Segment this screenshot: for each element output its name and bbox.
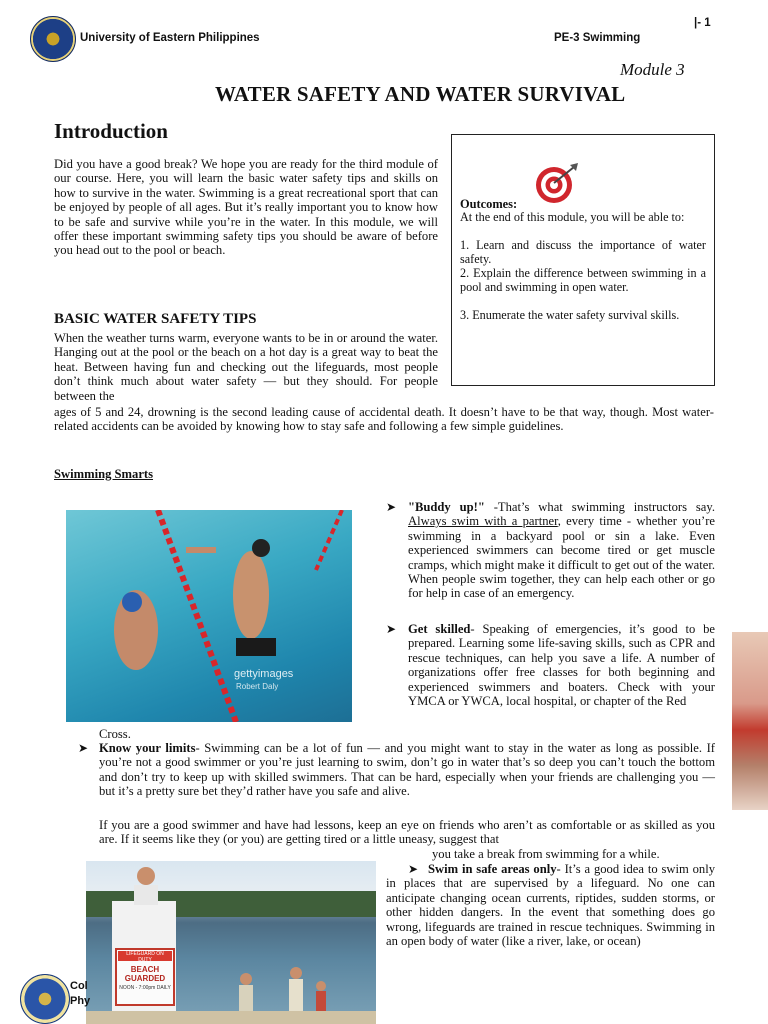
intro-paragraph: Did you have a good break? We hope you are ready for the third module of our course. Here, you will learn the basic water safety tips and skills on how to survive in the water. Swimming is a great recreational sport that can be enjoyed by people of all ages. But it’s really important you to know how to be safe and survive while you’re in the water. In this module, we will offer these important swimming safety tips you should be aware of before you head out to the pool or beach.	[54, 157, 438, 258]
header-page-number: |- 1	[694, 17, 711, 29]
outcomes-title: Outcomes:	[460, 197, 518, 211]
footer-college-seal-logo	[20, 974, 70, 1024]
bullet-arrow-icon: ➤	[408, 862, 419, 876]
outcomes-lead: At the end of this module, you will be able to:	[460, 210, 685, 224]
know-limits-followup-tail: you take a break from swimming for a while.	[432, 847, 660, 861]
safe-areas-paragraph	[386, 862, 715, 948]
target-icon	[530, 161, 582, 205]
header-course: PE-3 Swimming	[554, 32, 641, 44]
pool-photo-credit: Robert Daly	[236, 682, 279, 691]
know-limits-followup: If you are a good swimmer and have had lessons, keep an eye on friends who aren’t as comfortable or as skilled as you are. If it seems like they (or you) are getting tired or a little uneasy, suggest that	[99, 818, 715, 847]
outcomes-box	[451, 134, 715, 386]
partial-side-photo	[732, 632, 768, 810]
lifeguard-beach-photo	[86, 861, 376, 1024]
sign-hours-text: NOON - 7:00pm DAILY	[119, 985, 171, 991]
outcome-item-2: 2. Explain the difference between swimming in a pool and swimming in open water.	[460, 266, 706, 294]
safe-areas-text: - It’s a good idea to swim only in places that are supervised by a lifeguard. No one can anticipate changing ocean currents, riptides, sudden storms, or other hidden dangers. In the event that something does go wrong, lifeguards are trained in rescue techniques. Swimming in an open body of water (like a river, lake, or ocean)	[386, 862, 715, 949]
basics-paragraph-part1: When the weather turns warm, everyone wants to be in or around the water. Hanging out at the pool or the beach on a hot day is a great way to beat the heat. Between having fun and checking out the lifeguards, most people don’t think much about water safety — but they should. For people between the	[54, 331, 438, 403]
buddy-up-underlined: Always swim with a partner	[408, 514, 558, 529]
safe-areas-term: Swim in safe areas only	[428, 862, 557, 876]
get-skilled-text: - Speaking of emergencies, it’s good to be prepared. Learning some life-saving skills, such as CPR and rescue techniques, can help you save a life. A number of organizations offer free classes for both beginning and experienced swimmers and boaters. Check with your YMCA or YWCA, local hospital, or chapter of the Red	[408, 622, 715, 709]
outcome-item-1: 1. Learn and discuss the importance of water safety.	[460, 238, 706, 266]
footer-line-2: Phy	[70, 995, 91, 1007]
sign-top-text: LIFEGUARD ON DUTY	[126, 951, 164, 963]
bullet-arrow-icon: ➤	[78, 741, 89, 755]
pool-swimmers-photo	[66, 510, 352, 722]
get-skilled-term: Get skilled	[408, 622, 471, 636]
know-limits-text: - Swimming can be a lot of fun — and you might want to stay in the water as long as possible. If you’re not a good swimmer or you’re just learning to swim, don’t go in water that’s so deep you can’t touch the bottom and don’t try to keep up with skilled swimmers. That can be hard, especially when your friends are challenging you — but it’s a pretty sure bet they’d rather have you safe and alive.	[99, 741, 715, 799]
module-label: Module 3	[620, 60, 685, 79]
header-university: University of Eastern Philippines	[80, 32, 260, 44]
pool-photo-watermark: gettyimages	[234, 668, 294, 680]
buddy-up-term: "Buddy up!"	[408, 500, 485, 514]
know-limits-term: Know your limits	[99, 741, 196, 755]
university-seal-logo	[30, 16, 76, 62]
get-skilled-tail: Cross.	[99, 727, 131, 741]
basics-heading: BASIC WATER SAFETY TIPS	[54, 311, 257, 327]
module-title: WATER SAFETY AND WATER SURVIVAL	[215, 82, 626, 106]
footer-line-1: Col	[70, 980, 88, 992]
basics-paragraph-part2: ages of 5 and 24, drowning is the second leading cause of accidental death. It doesn’t have to be that way, though. Most water-related accidents can be avoided by knowing how to stay safe and following a few simple guidelines.	[54, 405, 714, 434]
know-limits-paragraph	[99, 741, 715, 799]
bullet-arrow-icon: ➤	[386, 500, 397, 514]
sign-main-text: BEACH GUARDED	[124, 965, 166, 983]
intro-heading: Introduction	[54, 119, 168, 143]
smarts-heading: Swimming Smarts	[54, 467, 154, 481]
buddy-up-paragraph	[408, 500, 715, 601]
outcome-item-3: 3. Enumerate the water safety survival skills.	[460, 308, 680, 322]
buddy-up-post: , every time - whether you’re swimming in a backyard pool or sin a lake. Even experienced swimmers can become tired or get muscle cramps, which might make it difficult to get out of the water. When people swim together, they can help each other or go for help in case of an emergency.	[408, 514, 715, 601]
bullet-arrow-icon: ➤	[386, 622, 397, 636]
buddy-up-pre: -That’s what swimming instructors say.	[484, 500, 715, 514]
get-skilled-paragraph	[408, 622, 715, 708]
